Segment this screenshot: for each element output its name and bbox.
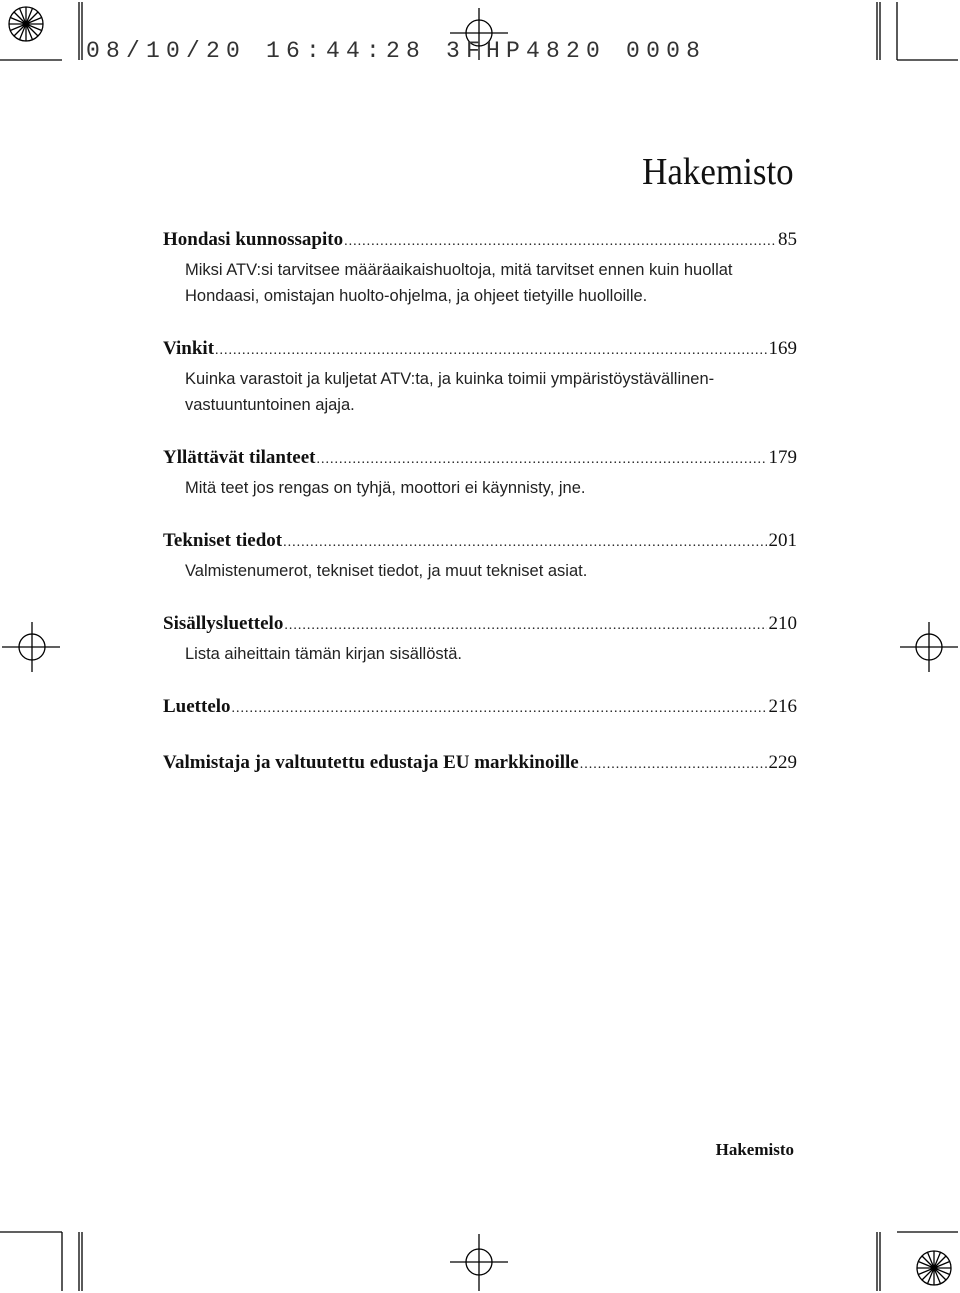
toc-entry-title: Hondasi kunnossapito [163, 229, 344, 250]
toc-entry-title: Valmistaja ja valtuutettu edustaja EU markkinoille [163, 752, 579, 773]
registration-sunburst-icon [9, 7, 43, 41]
toc-entry[interactable] [163, 610, 797, 667]
toc-entry[interactable] [163, 527, 797, 584]
toc-entry-title: Vinkit [163, 338, 215, 359]
toc-entry-description: Mitä teet jos rengas on tyhjä, moottori ei käynnisty, jne. [185, 479, 586, 497]
toc-entry-description: Valmistenumerot, tekniset tiedot, ja muut tekniset asiat. [185, 562, 588, 580]
dot-leader [316, 446, 766, 474]
toc-entry-title: Sisällysluettelo [163, 613, 284, 634]
registration-sunburst-icon [917, 1251, 951, 1285]
toc-entry[interactable] [163, 226, 797, 309]
toc-entry-title: Yllättävät tilanteet [163, 447, 316, 468]
running-footer: Hakemisto [715, 1140, 794, 1159]
dot-leader [580, 751, 767, 779]
toc-entry[interactable] [163, 444, 797, 501]
dot-leader [284, 612, 766, 640]
table-of-contents [163, 226, 797, 779]
toc-entry-line [163, 527, 797, 557]
dot-leader [283, 529, 766, 557]
toc-entry[interactable] [163, 749, 797, 779]
toc-entry-line [163, 749, 797, 779]
toc-entry-page-number: 85 [778, 229, 797, 250]
crosshair-icon [2, 622, 60, 672]
dot-leader [215, 337, 766, 365]
dot-leader [344, 228, 776, 256]
toc-entry-page-number: 201 [768, 530, 797, 551]
toc-entry-page-number: 169 [768, 338, 797, 359]
crosshair-icon [450, 1234, 508, 1291]
toc-entry-line [163, 226, 797, 256]
dot-leader [232, 695, 767, 723]
toc-entry-page-number: 229 [768, 752, 797, 773]
toc-entry-description: Lista aiheittain tämän kirjan sisällöstä. [185, 645, 462, 663]
toc-entry-line [163, 610, 797, 640]
toc-entry-page-number: 216 [768, 696, 797, 717]
toc-entry[interactable] [163, 693, 797, 723]
toc-entry-description: Kuinka varastoit ja kuljetat ATV:ta, ja kuinka toimii ympäristöystävällinen-vastuuntuntoinen ajaja. [185, 370, 715, 414]
toc-entry-title: Tekniset tiedot [163, 530, 283, 551]
toc-entry-page-number: 179 [768, 447, 797, 468]
toc-entry-line [163, 693, 797, 723]
print-job-slug: 08/10/20 16:44:28 3FHP4820 0008 [86, 38, 707, 64]
toc-entry-line [163, 335, 797, 365]
toc-entry[interactable] [163, 335, 797, 418]
toc-entry-description: Miksi ATV:si tarvitsee määräaikaishuoltoja, mitä tarvitset ennen kuin huollat Hondaasi, omistajan huolto-ohjelma, ja ohjeet tietyille huolloille. [185, 261, 733, 305]
toc-entry-title: Luettelo [163, 696, 231, 717]
toc-entry-page-number: 210 [768, 613, 797, 634]
page-title: Hakemisto [642, 151, 794, 193]
crosshair-icon [900, 622, 958, 672]
toc-entry-line [163, 444, 797, 474]
